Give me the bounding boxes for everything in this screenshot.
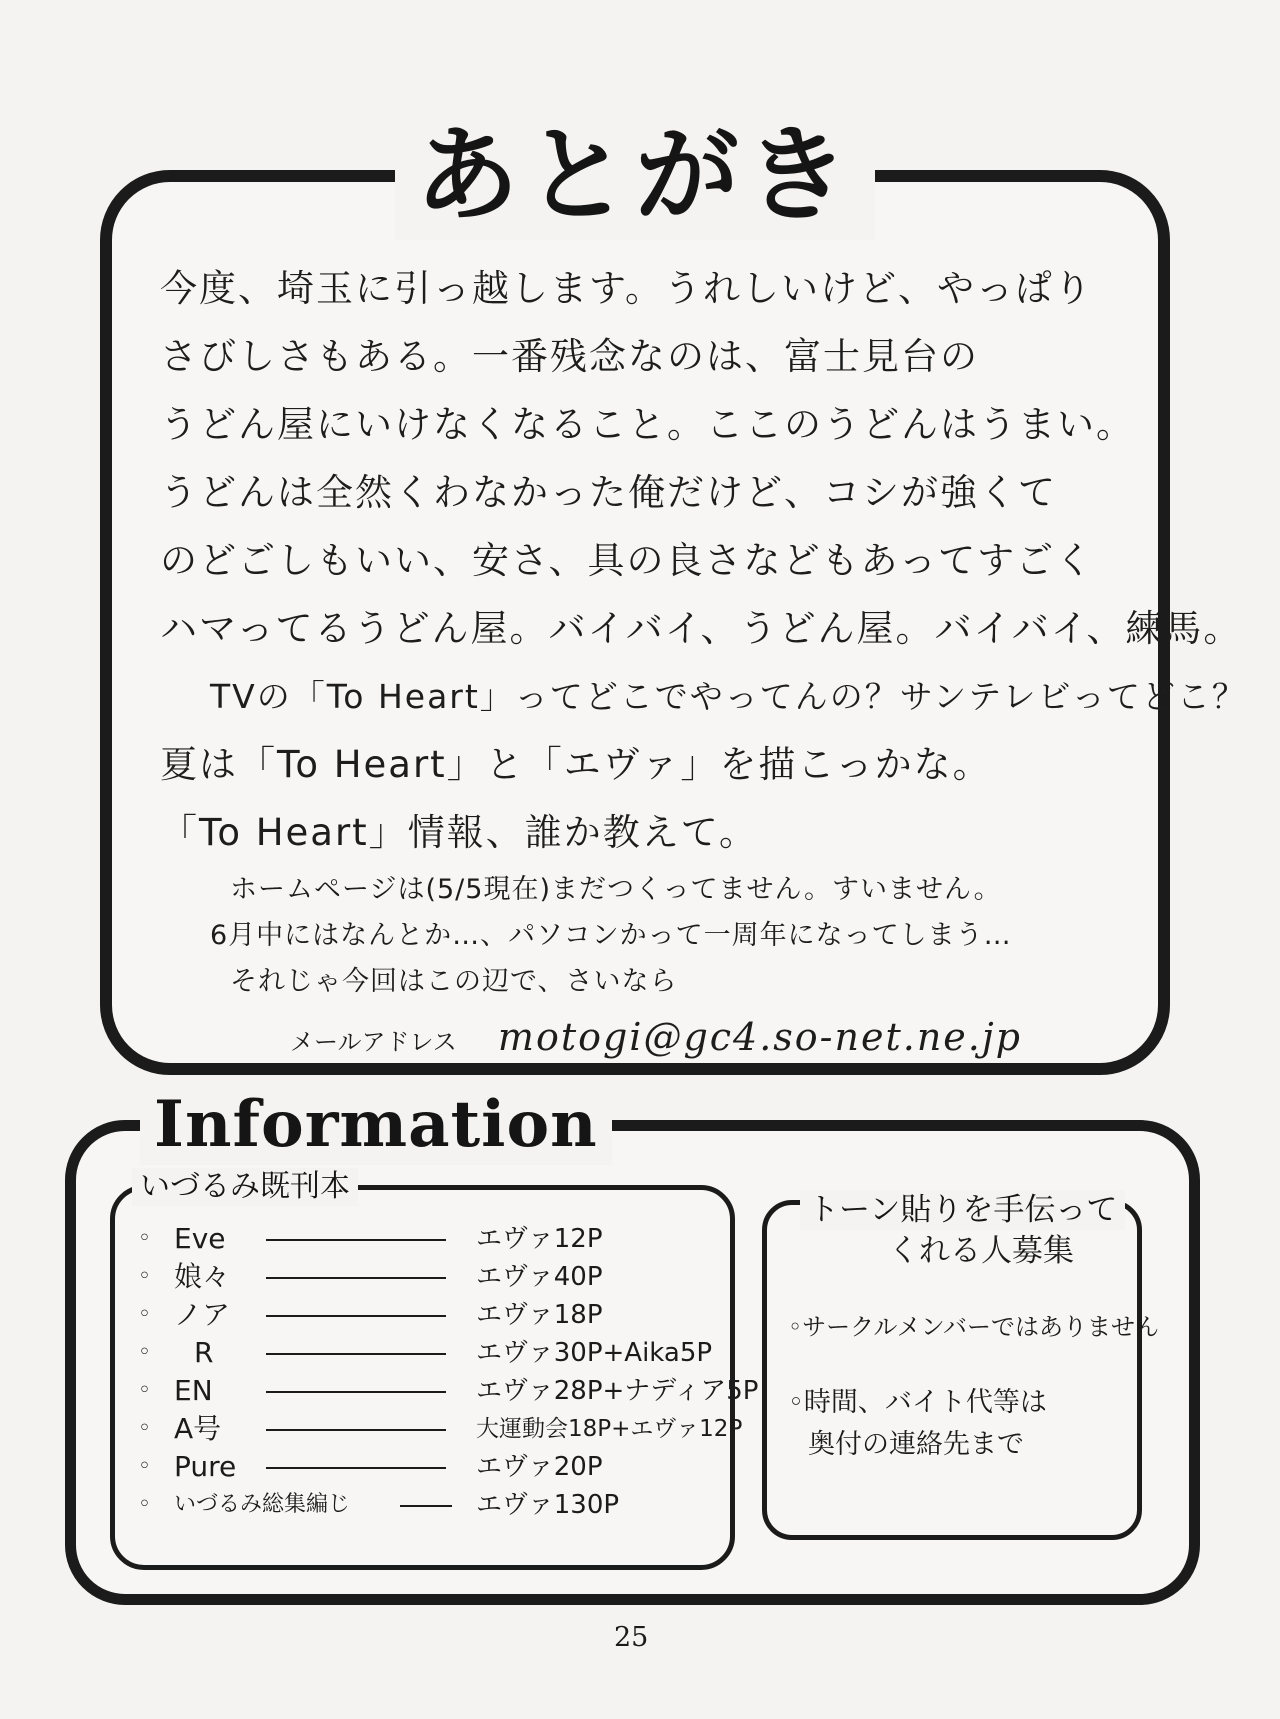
- body-small-line: 6月中にはなんとか…、パソコンかって一周年になってしまう…: [210, 920, 1012, 951]
- tone-help-item: 奥付の連絡先まで: [808, 1429, 1024, 1460]
- mail-line: [160, 1005, 1120, 1069]
- tone-help-title: トーン貼りを手伝って: [800, 1190, 1125, 1230]
- list-item: [138, 1220, 718, 1258]
- book-detail: エヴァ20P: [476, 1452, 603, 1482]
- book-detail: 大運動会18P+エヴァ12P: [476, 1416, 743, 1442]
- body-small-line: ホームページは(5/5現在)まだつくってません。すいません。: [230, 874, 1002, 905]
- list-item: [138, 1258, 718, 1296]
- list-item: [138, 1410, 743, 1448]
- book-name: A号: [174, 1412, 222, 1445]
- leader-line: [266, 1429, 446, 1431]
- body-line: うどん屋にいけなくなること。ここのうどんはうまい。: [160, 403, 1135, 446]
- book-detail: エヴァ28P+ナディア5P: [476, 1376, 759, 1406]
- page-number: 25: [614, 1622, 649, 1653]
- bullet: ◦: [138, 1416, 151, 1441]
- book-name: R: [194, 1336, 214, 1369]
- body-line: さびしさもある。一番残念なのは、富士見台の: [160, 335, 979, 378]
- bullet: ◦: [138, 1302, 151, 1327]
- body-line: 夏は「To Heart」と「エヴァ」を描こっかな。: [160, 743, 992, 786]
- mail-address: motogi@gc4.so-net.ne.jp: [497, 1015, 1022, 1059]
- list-item: [138, 1372, 759, 1410]
- body-small-line: それじゃ今回はこの辺で、さいなら: [230, 966, 678, 997]
- leader-line: [266, 1353, 446, 1355]
- body-line: うどんは全然くわなかった俺だけど、コシが強くて: [160, 471, 1057, 514]
- book-name: ノア: [174, 1298, 231, 1331]
- books-title: いづるみ既刊本: [132, 1168, 358, 1206]
- bullet: ◦: [138, 1226, 151, 1251]
- afterword-title: あとがき: [395, 110, 875, 240]
- tone-help-body: [788, 1230, 1160, 1466]
- book-list: [138, 1220, 759, 1524]
- bullet: ◦: [138, 1454, 151, 1479]
- book-detail: エヴァ130P: [476, 1490, 620, 1520]
- leader-line: [400, 1505, 452, 1507]
- list-item: [138, 1296, 718, 1334]
- afterword-body: [160, 255, 1247, 1069]
- leader-line: [266, 1467, 446, 1469]
- body-line: TVの「To Heart」ってどこでやってんの？サンテレビってどこ？: [210, 677, 1247, 716]
- bullet: ◦: [138, 1264, 151, 1289]
- mail-label: メールアドレス: [290, 1028, 457, 1056]
- list-item: [138, 1448, 718, 1486]
- bullet: ◦: [138, 1340, 151, 1365]
- body-line: ハマってるうどん屋。バイバイ、うどん屋。バイバイ、練馬。: [160, 607, 1243, 650]
- body-line: のどごしもいい、安さ、具の良さなどもあってすごく: [160, 539, 1095, 582]
- tone-help-item: ◦サークルメンバーではありません: [788, 1313, 1160, 1341]
- information-title: Information: [140, 1085, 612, 1165]
- leader-line: [266, 1277, 446, 1279]
- tone-help-item: ◦時間、バイト代等は: [788, 1387, 1047, 1418]
- bullet: ◦: [138, 1492, 151, 1517]
- book-name: いづるみ総集編じ: [174, 1492, 351, 1517]
- leader-line: [266, 1315, 446, 1317]
- book-name: 娘々: [174, 1260, 231, 1293]
- tone-help-subtitle: くれる人募集: [888, 1233, 1074, 1269]
- book-name: EN: [174, 1374, 213, 1407]
- body-line: 「To Heart」情報、誰か教えて。: [160, 811, 758, 854]
- book-detail: エヴァ12P: [476, 1224, 603, 1254]
- body-line: 今度、埼玉に引っ越します。うれしいけど、やっぱり: [160, 267, 1094, 310]
- book-name: Pure: [174, 1450, 237, 1483]
- list-item: [138, 1334, 718, 1372]
- leader-line: [266, 1391, 446, 1393]
- book-detail: エヴァ40P: [476, 1262, 603, 1292]
- book-name: Eve: [174, 1222, 226, 1255]
- book-detail: エヴァ18P: [476, 1300, 603, 1330]
- bullet: ◦: [138, 1378, 151, 1403]
- leader-line: [266, 1239, 446, 1241]
- book-detail: エヴァ30P+Aika5P: [476, 1338, 713, 1368]
- list-item: [138, 1486, 718, 1524]
